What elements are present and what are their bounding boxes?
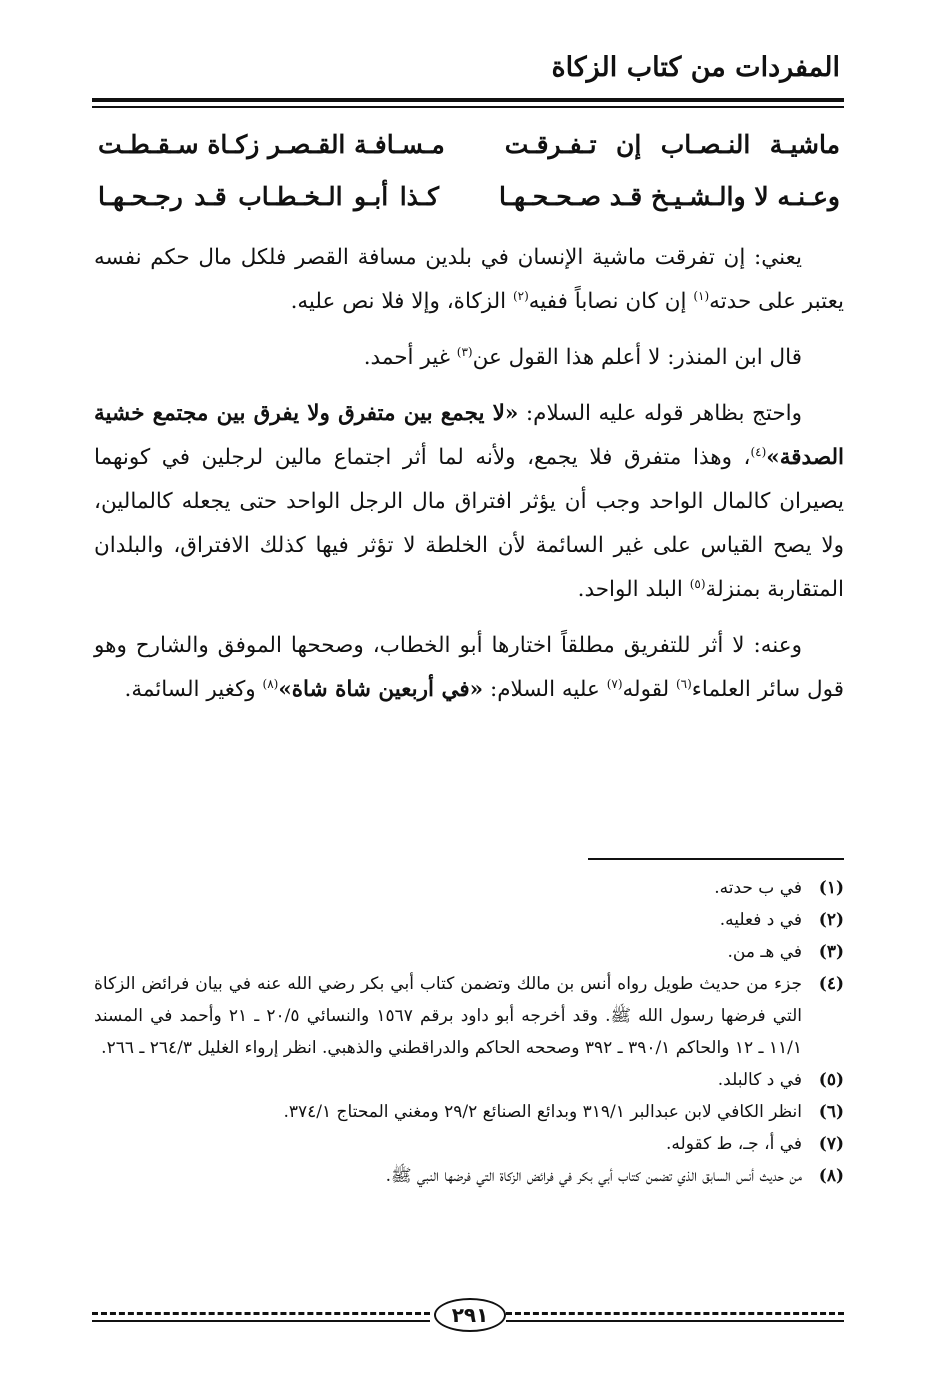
- footer-line-left: [92, 1320, 430, 1322]
- footnote-number: (٤): [818, 974, 844, 994]
- footnote-number: (٢): [818, 910, 844, 930]
- header-rule-thick: [92, 98, 844, 102]
- footnote-number: (٦): [818, 1102, 844, 1122]
- hadith-quote: «في أربعين شاة شاة»: [278, 677, 484, 702]
- footnote-ref[interactable]: (٥): [689, 576, 706, 591]
- poem-block: [94, 118, 844, 222]
- footnote-number: (١): [818, 878, 844, 898]
- footnote-item: [94, 872, 844, 904]
- footnotes: [94, 872, 844, 1192]
- footnote-text: في د كالبلد.: [717, 1070, 802, 1090]
- footnote-separator: [588, 858, 844, 860]
- paragraph-2: قال ابن المنذر: لا أعلم هذا القول عن$^{(٣)}$ غير أحمد.: [363, 344, 802, 370]
- footnote-ref[interactable]: (٨): [262, 676, 279, 691]
- footnote-item: [94, 1064, 844, 1096]
- footnote-item: [94, 968, 844, 1064]
- footnote-number: (٣): [818, 942, 844, 962]
- footnote-text: في أ، جـ، ط كقوله.: [666, 1134, 802, 1154]
- paragraph-3: واحتج بظاهر قوله عليه السلام: «لا يجمع بين متفرق ولا يفرق بين مجتمع خشية الصدقة»$^{(٤)}$، وهذا متفرق فلا يجمع، ولأنه لما أثر اجتماع مالين لرجلين في كونهما يصيران كالمال الواحد وجب أن يؤثر افتراق مال الرجل الواحد حتى يجعله كالمالين، ولا يصح القياس على غير السائمة لأن الخلطة لا تؤثر فيها كذلك الافتراق، والبلدان المتقاربة بمنزلة$^{(٥)}$ البلد الواحد.: [94, 401, 844, 602]
- footnote-ref[interactable]: (٤): [750, 444, 767, 459]
- poem-hemistich-right: ماشيـة النـصـاب إن تـفـرقـت: [504, 129, 840, 159]
- footnote-item: [94, 1160, 844, 1192]
- footnote-item: [94, 936, 844, 968]
- footnote-text: جزء من حديث طويل رواه أنس بن مالك وتضمن كتاب أبي بكر رضي الله عنه في بيان فرائض الزكاة التي فرضها رسول الله ﷺ. وقد أخرجه أبو داود برقم ١٥٦٧ والنسائي ٢٠/٥ ـ ٢١ وأحمد في المسند ١١/١ ـ ١٢ والحاكم ٣٩٠/١ ـ ٣٩٢ وصححه الحاكم والدراقطني والذهبي. انظر إرواء الغليل ٢٦٤/٣ ـ ٢٦٦.: [94, 974, 802, 1058]
- poem-hemistich-left: كـذا أبـو الـخـطـاب قـد رجـحـهـا: [98, 181, 439, 211]
- footnote-text: في ب حدته.: [714, 878, 802, 898]
- footnote-text: في هـ من.: [727, 942, 802, 962]
- footnote-item: [94, 1128, 844, 1160]
- footnote-ref[interactable]: (٧): [606, 676, 623, 691]
- poem-line: [94, 170, 844, 222]
- footnote-text: من حديث أنس السابق الذي تضمن كتاب أبي بكر في فرائض الزكاة التي فرضها النبي ﷺ.: [385, 1166, 802, 1186]
- poem-hemistich-right: وعـنـه لا والـشـيـخ قـد صـحـحـهـا: [499, 181, 840, 211]
- footer-dash-right: [506, 1312, 844, 1315]
- header-rule-thin: [92, 106, 844, 108]
- footnote-ref[interactable]: (١): [693, 288, 710, 303]
- footnote-item: [94, 1096, 844, 1128]
- page-number: ٢٩١: [434, 1298, 506, 1332]
- footnote-ref[interactable]: (٦): [675, 676, 692, 691]
- footnote-number: (٥): [818, 1070, 844, 1090]
- footnote-text: انظر الكافي لابن عبدالبر ٣١٩/١ وبدائع الصنائع ٢٩/٢ ومغني المحتاج ٣٧٤/١.: [283, 1102, 802, 1122]
- footnote-number: (٧): [818, 1134, 844, 1154]
- footnote-text: في د فعليه.: [719, 910, 802, 930]
- hadith-quote: «لا يجمع بين متفرق ولا يفرق بين مجتمع خشية الصدقة»: [94, 401, 844, 470]
- footnote-ref[interactable]: (٢): [512, 288, 529, 303]
- running-title: المفردات من كتاب الزكاة: [551, 52, 840, 83]
- footnote-number: (٨): [818, 1166, 844, 1186]
- footer-dash-left: [92, 1312, 430, 1315]
- poem-hemistich-left: مـسـافـة القـصـر زكـاة سـقـطـت: [98, 129, 445, 159]
- footnote-ref[interactable]: (٣): [456, 344, 473, 359]
- footer-line-right: [506, 1320, 844, 1322]
- footnote-item: [94, 904, 844, 936]
- paragraph-4: وعنه: لا أثر للتفريق مطلقاً اختارها أبو الخطاب، وصححها الموفق والشارح وهو قول سائر العلماء$^{(٦)}$ لقوله$^{(٧)}$ عليه السلام: «في أربعين شاة شاة»$^{(٨)}$ وكغير السائمة.: [94, 633, 844, 702]
- page-footer: [92, 1296, 844, 1332]
- paragraph-1: يعني: إن تفرقت ماشية الإنسان في بلدين مسافة القصر فلكل مال حكم نفسه يعتبر على حدته$^{(١)}$ إن كان نصاباً ففيه$^{(٢)}$ الزكاة، وإلا فلا نص عليه.: [94, 245, 844, 314]
- poem-line: [94, 118, 844, 170]
- main-text: [94, 236, 844, 724]
